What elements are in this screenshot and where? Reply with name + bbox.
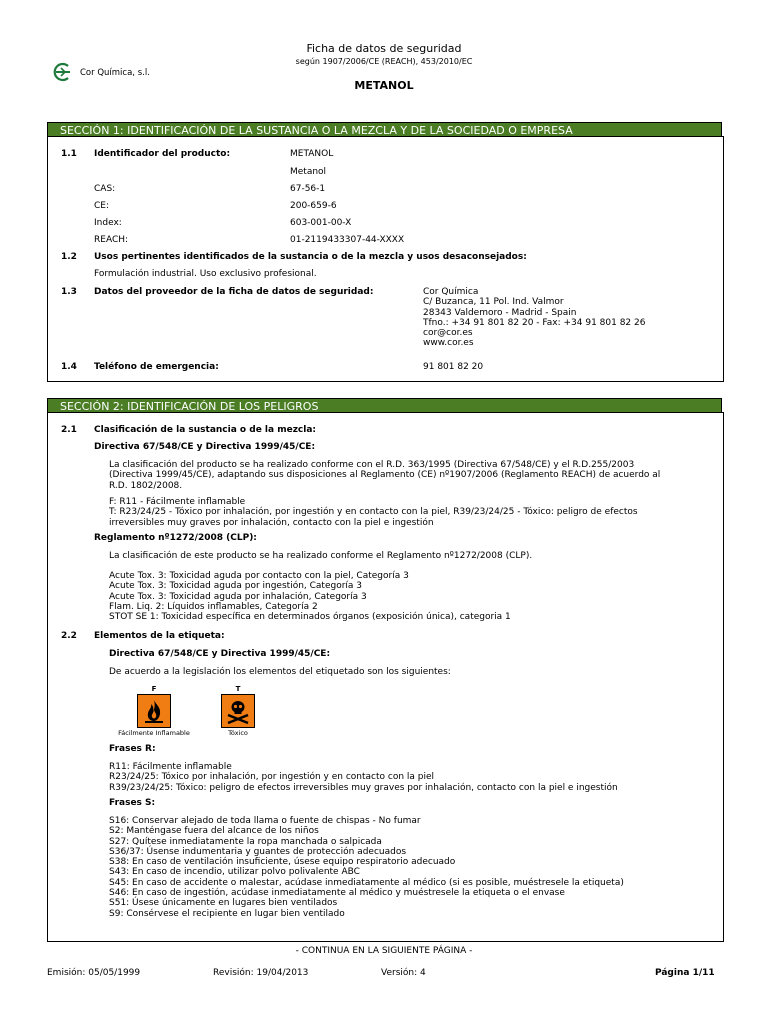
r-phrases-list bbox=[109, 762, 618, 793]
r-phrase: R11: Fácilmente inflamable bbox=[109, 762, 232, 772]
skull-crossbones-icon bbox=[221, 694, 255, 728]
section-1-heading: SECCIÓN 1: IDENTIFICACIÓN DE LA SUSTANCIA O LA MEZCLA Y DE LA SOCIEDAD O EMPRESA bbox=[47, 122, 722, 137]
revision-date: Revisión: 19/04/2013 bbox=[213, 968, 309, 978]
section-2-box bbox=[47, 412, 724, 942]
subsection-number: 1.2 bbox=[61, 252, 77, 262]
issue-date: Emisión: 05/05/1999 bbox=[47, 968, 141, 978]
text-line: La clasificación del producto se ha realizado conforme con el R.D. 363/1995 (Directiva 67/548/CE) y el R.D.255/2003 bbox=[109, 460, 635, 470]
product-name-value: Metanol bbox=[290, 167, 327, 177]
pictogram-caption: Tóxico bbox=[228, 729, 248, 737]
r-phrase: R23/24/25: Tóxico por inhalación, por ingestión y en contacto con la piel bbox=[109, 772, 435, 783]
uses-label: Usos pertinentes identificados de la sustancia o de la mezcla y usos desaconsejados: bbox=[94, 252, 527, 262]
s-phrase: S45: En caso de accidente o malestar, acúdase inmediatamente al médico (si es posible, muéstresele la etiqueta) bbox=[109, 877, 624, 888]
pictogram-caption: Fácilmente Inflamable bbox=[118, 729, 190, 737]
supplier-line: C/ Buzanca, 11 Pol. Ind. Valmor bbox=[423, 297, 564, 308]
clp-classes bbox=[109, 571, 511, 622]
reach-label: REACH: bbox=[94, 235, 129, 245]
document-title: Ficha de datos de seguridad bbox=[306, 42, 462, 55]
text-line: Acute Tox. 3: Toxicidad aguda por ingestión, Categoría 3 bbox=[109, 581, 363, 592]
flame-icon bbox=[137, 694, 171, 728]
text-line: T: R23/24/25 - Tóxico por inhalación, por ingestión y en contacto con la piel, R39/23/24/25 - Tóxico: peligro de efectos bbox=[109, 507, 638, 518]
product-name-heading: METANOL bbox=[354, 79, 414, 92]
section-2-heading: SECCIÓN 2: IDENTIFICACIÓN DE LOS PELIGROS bbox=[47, 398, 722, 413]
subsection-number: 1.3 bbox=[61, 287, 77, 297]
s-phrase: S16: Conservar alejado de toda llama o fuente de chispas - No fumar bbox=[109, 816, 421, 826]
cas-label: CAS: bbox=[94, 184, 116, 194]
supplier-details bbox=[423, 287, 645, 349]
company-name: Cor Química, s.l. bbox=[80, 68, 150, 78]
s-phrases-label: Frases S: bbox=[109, 798, 156, 808]
directive-classification bbox=[109, 497, 638, 528]
regulation-subtitle: según 1907/2006/CE (REACH), 453/2010/EC bbox=[295, 57, 473, 66]
s-phrase: S27: Quítese inmediatamente la ropa manchada o salpicada bbox=[109, 836, 382, 847]
s-phrase: S2: Manténgase fuera del alcance de los niños bbox=[109, 826, 319, 837]
clp-label: Reglamento nº1272/2008 (CLP): bbox=[94, 533, 257, 543]
product-identifier-value: METANOL bbox=[290, 149, 334, 159]
subsection-number: 2.1 bbox=[61, 425, 77, 435]
cas-value: 67-56-1 bbox=[290, 184, 326, 194]
text-line: R.D. 1802/2008. bbox=[109, 480, 183, 491]
r-phrases-label: Frases R: bbox=[109, 744, 156, 754]
clp-text: La clasificación de este producto se ha realizado conforme el Reglamento nº1272/2008 (CLP). bbox=[109, 551, 533, 561]
label-elements-text: De acuerdo a la legislación los elementos del etiquetado son los siguientes: bbox=[109, 667, 451, 677]
pictogram-letter: F bbox=[151, 685, 157, 693]
s-phrase: S43: En caso de incendio, utilizar polvo polivalente ABC bbox=[109, 867, 360, 878]
index-label: Index: bbox=[94, 218, 122, 228]
text-line: irreversibles muy graves por inhalación, contacto con la piel e ingestión bbox=[109, 517, 434, 528]
reach-value: 01-2119433307-44-XXXX bbox=[290, 235, 405, 245]
text-line: Acute Tox. 3: Toxicidad aguda por inhalación, Categoría 3 bbox=[109, 591, 367, 602]
emergency-phone-label: Teléfono de emergencia: bbox=[94, 362, 219, 372]
directive-text bbox=[109, 460, 660, 491]
text-line: (Directiva 1999/45/CE), adaptando sus disposiciones al Reglamento (CE) nº1907/2006 (Reglamento REACH) de acuerdo al bbox=[109, 470, 661, 481]
index-value: 603-001-00-X bbox=[290, 218, 352, 228]
subsection-number: 2.2 bbox=[61, 631, 77, 641]
subsection-number: 1.1 bbox=[61, 149, 77, 159]
pictogram-letter: T bbox=[235, 685, 241, 693]
s-phrases-list bbox=[109, 816, 624, 919]
text-line: Flam. Liq. 2: Líquidos inflamables, Categoría 2 bbox=[109, 601, 318, 612]
supplier-line: Tfno.: +34 91 801 82 20 - Fax: +34 91 801 82 26 bbox=[423, 317, 646, 328]
supplier-line: Cor Química bbox=[423, 287, 479, 297]
ce-value: 200-659-6 bbox=[290, 201, 337, 211]
supplier-email: cor@cor.es bbox=[423, 328, 473, 339]
text-line: Acute Tox. 3: Toxicidad aguda por contacto con la piel, Categoría 3 bbox=[109, 571, 409, 581]
supplier-line: 28343 Valdemoro - Madrid - Spain bbox=[423, 307, 577, 318]
emergency-phone-value: 91 801 82 20 bbox=[423, 362, 484, 372]
cor-quimica-logo-icon bbox=[52, 62, 74, 82]
supplier-website: www.cor.es bbox=[423, 338, 474, 349]
label-elements-label: Elementos de la etiqueta: bbox=[94, 631, 225, 641]
subsection-number: 1.4 bbox=[61, 362, 77, 372]
continues-notice: - CONTINUA EN LA SIGUIENTE PÁGINA - bbox=[295, 946, 473, 956]
directive-label: Directiva 67/548/CE y Directiva 1999/45/CE: bbox=[109, 649, 331, 659]
s-phrase: S51: Úsese únicamente en lugares bien ventilados bbox=[109, 898, 338, 909]
section-1-box bbox=[47, 136, 724, 382]
s-phrase: S9: Consérvese el recipiente en lugar bien ventilado bbox=[109, 908, 345, 919]
directive-label: Directiva 67/548/CE y Directiva 1999/45/CE: bbox=[94, 442, 316, 452]
s-phrase: S46: En caso de ingestión, acúdase inmediatamente al médico y muéstresele la etiqueta o el envase bbox=[109, 888, 565, 899]
uses-text: Formulación industrial. Uso exclusivo profesional. bbox=[94, 269, 317, 279]
supplier-label: Datos del proveedor de la ficha de datos de seguridad: bbox=[94, 287, 374, 297]
classification-label: Clasificación de la sustancia o de la mezcla: bbox=[94, 425, 317, 435]
ce-label: CE: bbox=[94, 201, 110, 211]
r-phrase: R39/23/24/25: Tóxico: peligro de efectos irreversibles muy graves por inhalación, contacto con la piel e ingestión bbox=[109, 782, 618, 793]
version-number: Versión: 4 bbox=[381, 968, 426, 978]
product-identifier-label: Identificador del producto: bbox=[94, 149, 231, 159]
s-phrase: S36/37: Úsense indumentaria y guantes de protección adecuados bbox=[109, 846, 407, 857]
text-line: F: R11 - Fácilmente inflamable bbox=[109, 497, 246, 507]
page-number: Página 1/11 bbox=[655, 968, 715, 978]
s-phrase: S38: En caso de ventilación insuficiente, úsese equipo respiratorio adecuado bbox=[109, 857, 456, 868]
text-line: STOT SE 1: Toxicidad específica en determinados órganos (exposición única), categoria 1 bbox=[109, 612, 511, 623]
